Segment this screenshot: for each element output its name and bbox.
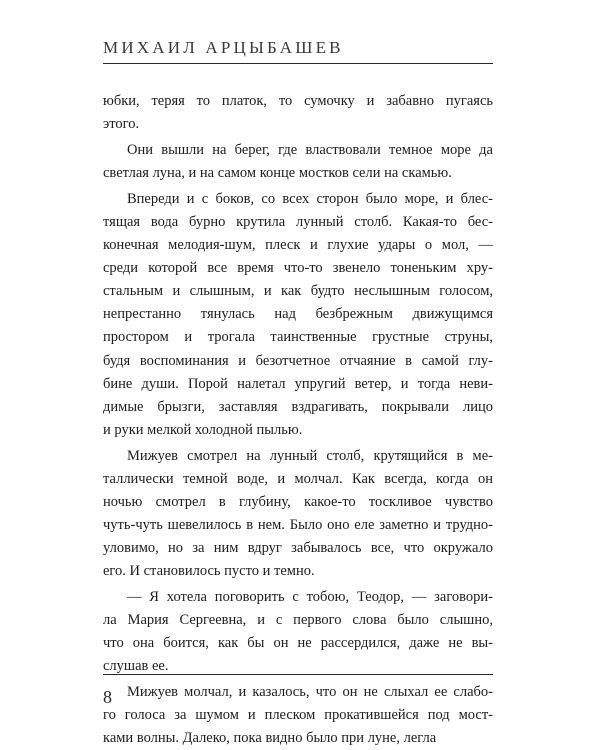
text-line: — Я хотела поговорить с тобою, Теодор, — заговори- [127,588,493,605]
text-line: простором и трогала таинственные грустные струны, [103,329,493,346]
paragraph [103,139,493,185]
paragraph [103,586,493,679]
text-line: непрестанно тянулась над безбрежным движущимся [103,306,493,323]
text-line: таллически темной воде, и молчал. Как всегда, когда он [103,470,493,487]
paragraph [103,681,493,750]
text-line: его. И становилось пусто и темно. [103,563,315,580]
text-line: Они вышли на берег, где властвовали темное море да [127,141,493,158]
running-title: МИХАИЛ АРЦЫБАШЕВ [103,38,344,57]
paragraph [103,188,493,443]
text-line: ночью смотрел в глубину, какое-то тоскливое чувство [103,493,493,510]
text-line: тящая вода бурно крутила лунный столб. Какая-то бес- [103,213,493,230]
text-line: юбки, теряя то платок, то сумочку и забавно пугаясь [103,93,493,109]
text-line: этого. [103,116,140,133]
text-line: и руки мелкой холодной пылью. [103,421,303,438]
text-line: Мижуев молчал, и казалось, что он не слыхал ее слабо- [127,684,493,701]
header-rule [103,63,493,64]
paragraph [103,445,493,584]
text-line: чуть-чуть шевелилось в нем. Было оно еле заметно и трудно- [103,517,493,534]
text-line: димые брызги, заставляя вздрагивать, покрывали лицо [103,398,493,415]
text-line: среди которой все время что-то звенело тоненьким хру- [103,259,493,276]
text-line: го голоса за шумом и плеском прокатившейся под мост- [103,707,493,724]
text-line: ками волны. Далеко, пока видно было при луне, легла [103,730,437,747]
text-line: бине души. Порой налетал упругий ветер, и тогда неви- [103,375,493,392]
running-header [103,38,493,58]
text-line: конечная мелодия-шум, плеск и глухие удары о мол, — [103,236,493,253]
footer-rule [103,674,493,675]
text-line: Мижуев смотрел на лунный столб, крутящийся в ме- [127,447,493,464]
page-number: 8 [103,687,112,707]
text-line: слушав ее. [103,658,169,675]
text-line: уловимо, но за ним вдруг забывалось все, что окружало [103,540,493,557]
text-line: Впереди и с боков, со всех сторон было море, и блес- [127,190,493,207]
text-line: что она боится, как бы он не рассердился, даже не вы- [103,635,493,652]
text-line: стальным и слышным, и как будто неслышным голосом, [103,283,493,300]
text-line: ла Мария Сергеевна, и с первого слова было слышно, [103,612,493,629]
paragraph [103,90,493,136]
text-line: будя воспоминания и безотчетное отчаяние в самой глу- [103,352,493,369]
text-line: светлая луна, и на самом конце мостков сели на скамью. [103,164,452,181]
body-text [103,90,493,750]
